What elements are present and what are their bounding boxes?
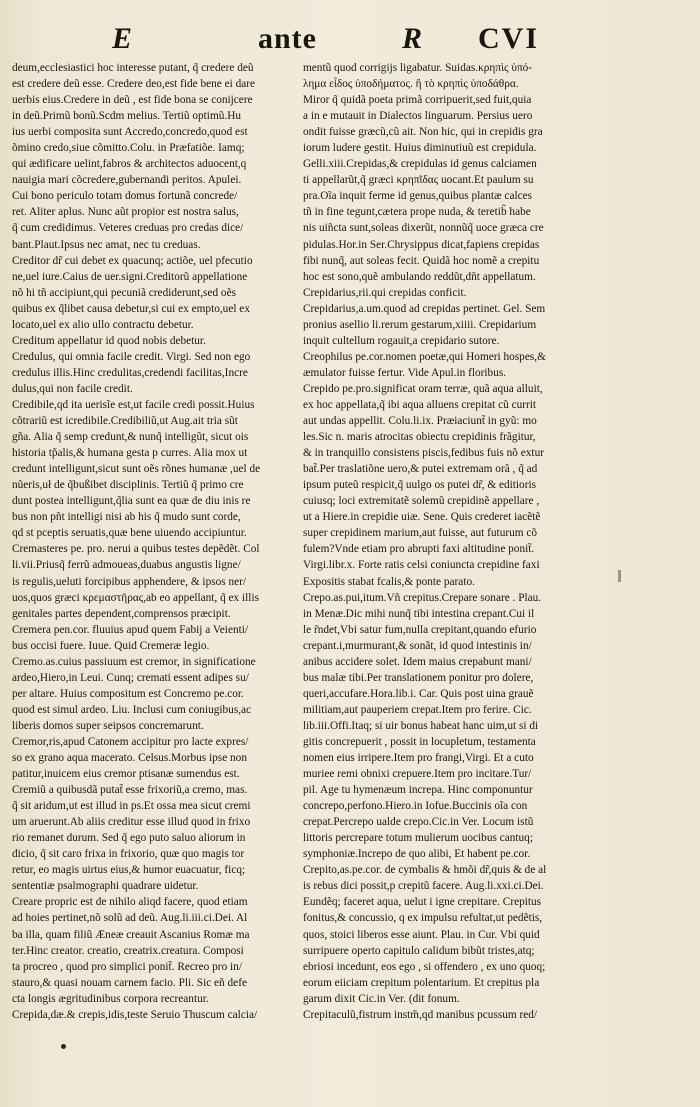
text-line: Cremera pen.cor. fluuius apud quem Fabij a Veienti/ [12, 623, 249, 636]
text-line: les.Sic n. maris atrocitas obiectu crepidinis frãgitur, [303, 431, 536, 444]
text-line: Credibile,qd ita uerisĩe est,ut facile credi possit.Huius [12, 398, 255, 411]
text-line: quos, stoici liberos esse aiunt. Plau. in Cur. Vbi quid [303, 928, 540, 941]
text-line: crepat.Percrepo ualde crepo.Cic.in Ver. Locum istũ [303, 816, 534, 829]
text-line: ne,uel iure.Caius de uer.signi.Creditorũ appellatione [12, 270, 248, 283]
text-line: Crepido pe.pro.significat oram terræ, quã aqua alluit, [303, 382, 543, 395]
text-line: λημα εἶδος ὑποδήματος. ἢ τὸ κρηπὶς ὑποδάθρα. [303, 78, 519, 91]
text-line: bat̃.Per traslatiõne uero,& putei extremam orã , q̃ ad [303, 463, 538, 476]
text-line: cta longis ægritudinibus corpora recreantur. [12, 992, 209, 1005]
text-line: cõtrariũ est icredibile.Credibiliũ,ut Aug.ait tria sũt [12, 415, 238, 428]
text-line: Cui bono periculo totam domus fortunã concrede/ [12, 190, 238, 203]
text-line: ipsum puteũ respicit,q̃ uulgo os putei dr̃, & editioris [303, 479, 536, 492]
text-line: Credulus, qui omnia facile credit. Virgi. Sed non ego [12, 350, 251, 363]
text-line: ter.Hinc creator. creatio, creatrix.creatura. Composi [12, 944, 244, 957]
text-line: is regulis,ueluti forcipibus apphendere, & ipsos ner/ [12, 575, 247, 588]
text-line: tñ in fine tegunt,cætera prope nuda, & teretib̃ habe [303, 206, 531, 219]
text-line: stauro,& quasi nouam carnem facio. Pli. Sic eñ defe [12, 976, 247, 989]
text-line: pra.Oĩa inquit ferme id genus,quibus plantæ calces [303, 190, 533, 203]
text-line: fonitus,& concussio, q ex impulsu refultat,ut pedẽtis, [303, 912, 543, 925]
text-line: Expositis stabat fcalis,& ponte parato. [303, 575, 475, 588]
text-line: nõ hi tñ accipiunt,qui pecuniã crediderunt,sed oẽs [12, 286, 236, 299]
text-line: q̃ cum credidimus. Veteres creduas pro credas dice/ [12, 222, 244, 235]
text-line: Crepida,dæ.& crepis,idis,teste Seruio Thuscum calcia/ [12, 1008, 258, 1021]
text-line: Creditor dr̃ cui debet ex quacunq; actiõe, uel pfecutio [12, 254, 253, 267]
text-line: dulus,qui non facile credit. [12, 382, 133, 395]
text-line: nauigia mari cõcredere,gubernandi peritos. Apulei. [12, 174, 242, 187]
text-line: Eundẽq; faceret aqua, uelut i igne crepitare. Crepitus [303, 896, 542, 909]
text-line: iorum ludere gestit. Huius diminutiuũ est crepidula. [303, 142, 537, 155]
text-line: ti appellarũt,q̃ græci κρηπῖδας uocant.Et paulum su [303, 174, 534, 187]
text-line: surripuere operto capitulo calidum bibũt tristes,atq; [303, 944, 535, 957]
text-line: ardeo,Hiero,in Leui. Cunq; cremati essent adipes su/ [12, 671, 249, 684]
header-title: ante [258, 22, 317, 55]
text-line: & in tranquillo consistens piscis,fedibus fuis nõ extur [303, 447, 544, 460]
text-line: historia tp̃alis,& humana gesta p curres. Alia mox ut [12, 447, 248, 460]
right-text-column [303, 60, 583, 1023]
text-line: Crepito,as.pe.cor. de cymbalis & hmõi dr̃,quis & de al [303, 864, 547, 877]
text-line: super crepidinem marium,aut fuisse, aut futurum cõ [303, 527, 538, 540]
ink-spot [61, 1044, 66, 1049]
text-line: uos,quos græci κρεμαστῆρας,ab eo appellant, q̃ ex illis [12, 591, 259, 604]
text-line: genitales partes dependent,comprensos præcipit. [12, 607, 231, 620]
running-head [0, 22, 700, 62]
text-line: liberis domos super seipsos concremarunt. [12, 719, 204, 732]
text-line: qui ædificare uelint,fabros & architectos aduocent,q [12, 158, 247, 171]
text-line: credunt intelligunt,sicut sunt oẽs rõnes humanæ ,uel de [12, 463, 261, 476]
text-line: ad hoies pertinet,nõ solũ ad deũ. Aug.li.iii.ci.Dei. Al [12, 912, 248, 925]
header-letter-right: R [402, 22, 424, 55]
text-line: qd st pceptis seruatis,quæ bene uiuendo accipiuntur. [12, 527, 247, 540]
text-line: a in e mutauit in Dialectos linguarum. Persius uero [303, 110, 533, 123]
text-line: lib.iii.Offi.Itaq; si uir bonus habeat hanc uim,ut si di [303, 719, 539, 732]
text-line: Cremiũ a quibusdã putat̃ esse frixoriũ,a cremo, mas. [12, 784, 248, 797]
text-line: Cremor,ris,apud Catonem accipitur pro lacte expres/ [12, 735, 249, 748]
text-line: is rebus dici possit,p crepitũ facere. Aug.li.xxi.ci.Dei. [303, 880, 544, 893]
text-line: est credere deũ esse. Credere deo,est fide bene ei dare [12, 78, 256, 91]
text-line: bus non pñt intelligi nisi ab his q̃ mudo sunt corde, [12, 511, 241, 524]
text-line: patitur,inuicem eius cremor ptisanæ sumendus est. [12, 768, 240, 781]
text-line: õmino credo,siue cõmitto.Colu. in Præfatiõe. Iamq; [12, 142, 245, 155]
text-line: Crepidarius,rii.qui crepidas conficit. [303, 286, 467, 299]
text-line: hoc est sono,quẽ ambulando reddũt,dñt appellatum. [303, 270, 536, 283]
text-line: Crepidarius,a.um.quod ad crepidas pertinet. Gel. Sem [303, 302, 546, 315]
text-line: Creophilus pe.cor.nomen poetæ,qui Homeri hospes,& [303, 350, 546, 363]
text-line: quibus ex q̃libet causa debetur,si cui ex empto,uel ex [12, 302, 250, 315]
header-letter-left: E [112, 22, 134, 55]
text-line: Crepo.as.pui,itum.Vñ crepitus.Crepare sonare . Plau. [303, 591, 542, 604]
text-line: q̃ sit aridum,ut est illud in ps.Et ossa mea sicut cremi [12, 800, 251, 813]
text-line: militiam,aut pauperiem crepat.Item pro ferire. Cic. [303, 703, 532, 716]
text-line: dunt postea intelligunt,q̃lia sunt ea quæ de diu inis re [12, 495, 251, 508]
text-line: Creare propric est de nihilo aliqd facere, quod etiam [12, 896, 248, 909]
text-line: Cremo.as.cuius passiuum est cremor, in significatione [12, 655, 256, 668]
text-line: nũeris,uł de q̃bußibet disciplinis. Tertiũ q̃ primo cre [12, 479, 244, 492]
text-line: ebriosi incedunt, eos ego , si offendero , ex uno quoq; [303, 960, 546, 973]
text-line: æmulator fuisse fertur. Vide Apul.in floribus. [303, 366, 507, 379]
text-line: concrepo,perfono.Hiero.in Iofue.Buccinis oĩa con [303, 800, 528, 813]
folio-number: CVI [478, 22, 540, 55]
text-line: ta procreo , quod pro simplici ponit̃. Recreo pro in/ [12, 960, 242, 973]
text-line: symphoniæ.Increpo de quo alibi, Et habent pe.cor. [303, 848, 531, 861]
text-line: li.vii.Priusq̃ ferrũ admoueas,duabus angustis ligne/ [12, 559, 241, 572]
text-line: fibi nunq̃, aut soleas fecit. Quidã hoc nomẽ a crepitu [303, 254, 540, 267]
text-line: Miror q̃ quidã poeta primã corripuerit,sed fuit,quia [303, 94, 532, 107]
text-line: pidulas.Hor.in Ser.Chrysippus dicat,fapiens crepidas [303, 238, 540, 251]
text-line: queri,accufare.Hora.lib.i. Car. Quis post uina grauẽ [303, 687, 534, 700]
text-line: in deũ.Primũ bonũ.Scdm melius. Tertiũ optimũ.Hu [12, 110, 242, 123]
text-line: Cremasteres pe. pro. nerui a quibus testes depẽdẽt. Col [12, 543, 260, 556]
text-line: ondit fuisse græcũ,cũ ait. Non hic, qui in crepidis gra [303, 126, 543, 139]
text-line: le r̃ndet,Vbi satur fum,nulla crepitant,quando efurio [303, 623, 537, 636]
text-line: littoris percrepare totum mulierum uocibus cantuq; [303, 832, 533, 845]
left-text-column [12, 60, 294, 1023]
text-line: ius uerbi composita sunt Accredo,concredo,quod est [12, 126, 248, 139]
text-line: locato,uel ex alio ullo contractu debetur. [12, 318, 194, 331]
text-line: bant.Plaut.Ipsus nec amat, nec tu creduas. [12, 238, 201, 251]
text-line: ut a Hiere.in crepidie uiæ. Sene. Quis crederet iacẽtẽ [303, 511, 541, 524]
margin-mark [618, 570, 621, 582]
text-line: fulem?Vnde etiam pro abrupti faxi altitudine ponit̃. [303, 543, 535, 556]
text-line: eorum eiiciam crepitum polentarium. Et crepitus pla [303, 976, 540, 989]
text-line: bus malæ tibi.Per translationem ponitur pro dolere, [303, 671, 534, 684]
text-line: cuiusq; loci extremitatẽ solemũ crepidinẽ appellare , [303, 495, 540, 508]
text-line: Gelli.xiii.Crepidas,& crepidulas id genus calciamen [303, 158, 537, 171]
text-line: Creditum appellatur id quod nobis debetur. [12, 334, 206, 347]
text-line: retur, eo magis uirtus eius,& humor euacuatur, ficq; [12, 864, 246, 877]
text-line: deum,ecclesiastici hoc interesse putant, q̃ credere deũ [12, 62, 254, 74]
text-line: crepant.i,murmurant,& sonãt, id quod intestinis in/ [303, 639, 532, 652]
text-line: rio remanet durum. Sed q̃ ego puto saluo aliorum in [12, 832, 246, 845]
text-line: dicio, q̃ sit caro frixa in frixorio, quæ quo magis tor [12, 848, 245, 861]
text-line: garum dixit Cic.in Ver. (dit fonum. [303, 992, 460, 1005]
text-line: inquit cultellum rogauit,a crepidario sutore. [303, 334, 500, 347]
text-line: aut undas appellit. Colu.li.ix. Præiaciunt̃ in gyũ: mo [303, 415, 537, 428]
text-line: ret. Aliter aplus. Nunc aũt propior est nostra salus, [12, 206, 239, 219]
text-line: muriee remi obnixi crepuere.Item pro incitare.Tur/ [303, 768, 532, 781]
text-line: ex hoc appellata,q̃ ibi aqua alluens crepitat cũ currit [303, 398, 537, 411]
text-line: anibus accidere solet. Idem maius crepabunt mani/ [303, 655, 532, 668]
text-line: nomen eius irripere.Item pro frangi,Virgi. Et a cuto [303, 752, 534, 765]
text-line: in Menæ.Dic mihi nunq̃ tibi intestina crepant.Cui il [303, 607, 535, 620]
text-line: Virgi.libr.x. Forte ratis celsi coniuncta crepidine faxi [303, 559, 540, 572]
text-line: mentũ quod corrigijs ligabatur. Suidas.κρηπὶς ὑπό- [303, 62, 533, 74]
text-line: pronius asellio li.rerum gestarum,xiiii. Crepidarium [303, 318, 537, 331]
text-line: gña. Alia q̃ semp credunt,& nunq̃ intelligũt, sicut ois [12, 431, 249, 444]
text-line: uerbis eius.Credere in deũ , est fide bona se conijcere [12, 94, 253, 107]
text-line: gitis concrepuerit , possit in locupletum, testamenta [303, 735, 536, 748]
text-line: pil. Age tu hymenæum increpa. Hinc componuntur [303, 784, 533, 797]
text-line: bus occisi fuere. Iuue. Quid Cremeræ legio. [12, 639, 210, 652]
text-line: so ex grano aqua macerato. Celsus.Morbus ipse non [12, 752, 247, 765]
text-line: per altare. Huius compositum est Concremo pe.cor. [12, 687, 244, 700]
text-line: nis uiñcta sunt,soleas dixerũt, nonnũq̃ uoce græca cre [303, 222, 544, 235]
text-line: credulus illis.Hinc credulitas,credendi facilitas,Incre [12, 366, 248, 379]
text-line: quod est simul ardeo. Liu. Inclusi cum coniugibus,ac [12, 703, 252, 716]
text-line: um aruerunt.Ab aliis creditur esse illud quod in frixo [12, 816, 251, 829]
text-line: Crepitaculũ,fistrum instm̃,qd manibus pcussum red/ [303, 1008, 538, 1021]
text-line: sententiæ psalmographi quadrare uidetur. [12, 880, 199, 893]
text-line: ba illa, quam filiũ Æneæ creauit Ascanius Romæ ma [12, 928, 250, 941]
